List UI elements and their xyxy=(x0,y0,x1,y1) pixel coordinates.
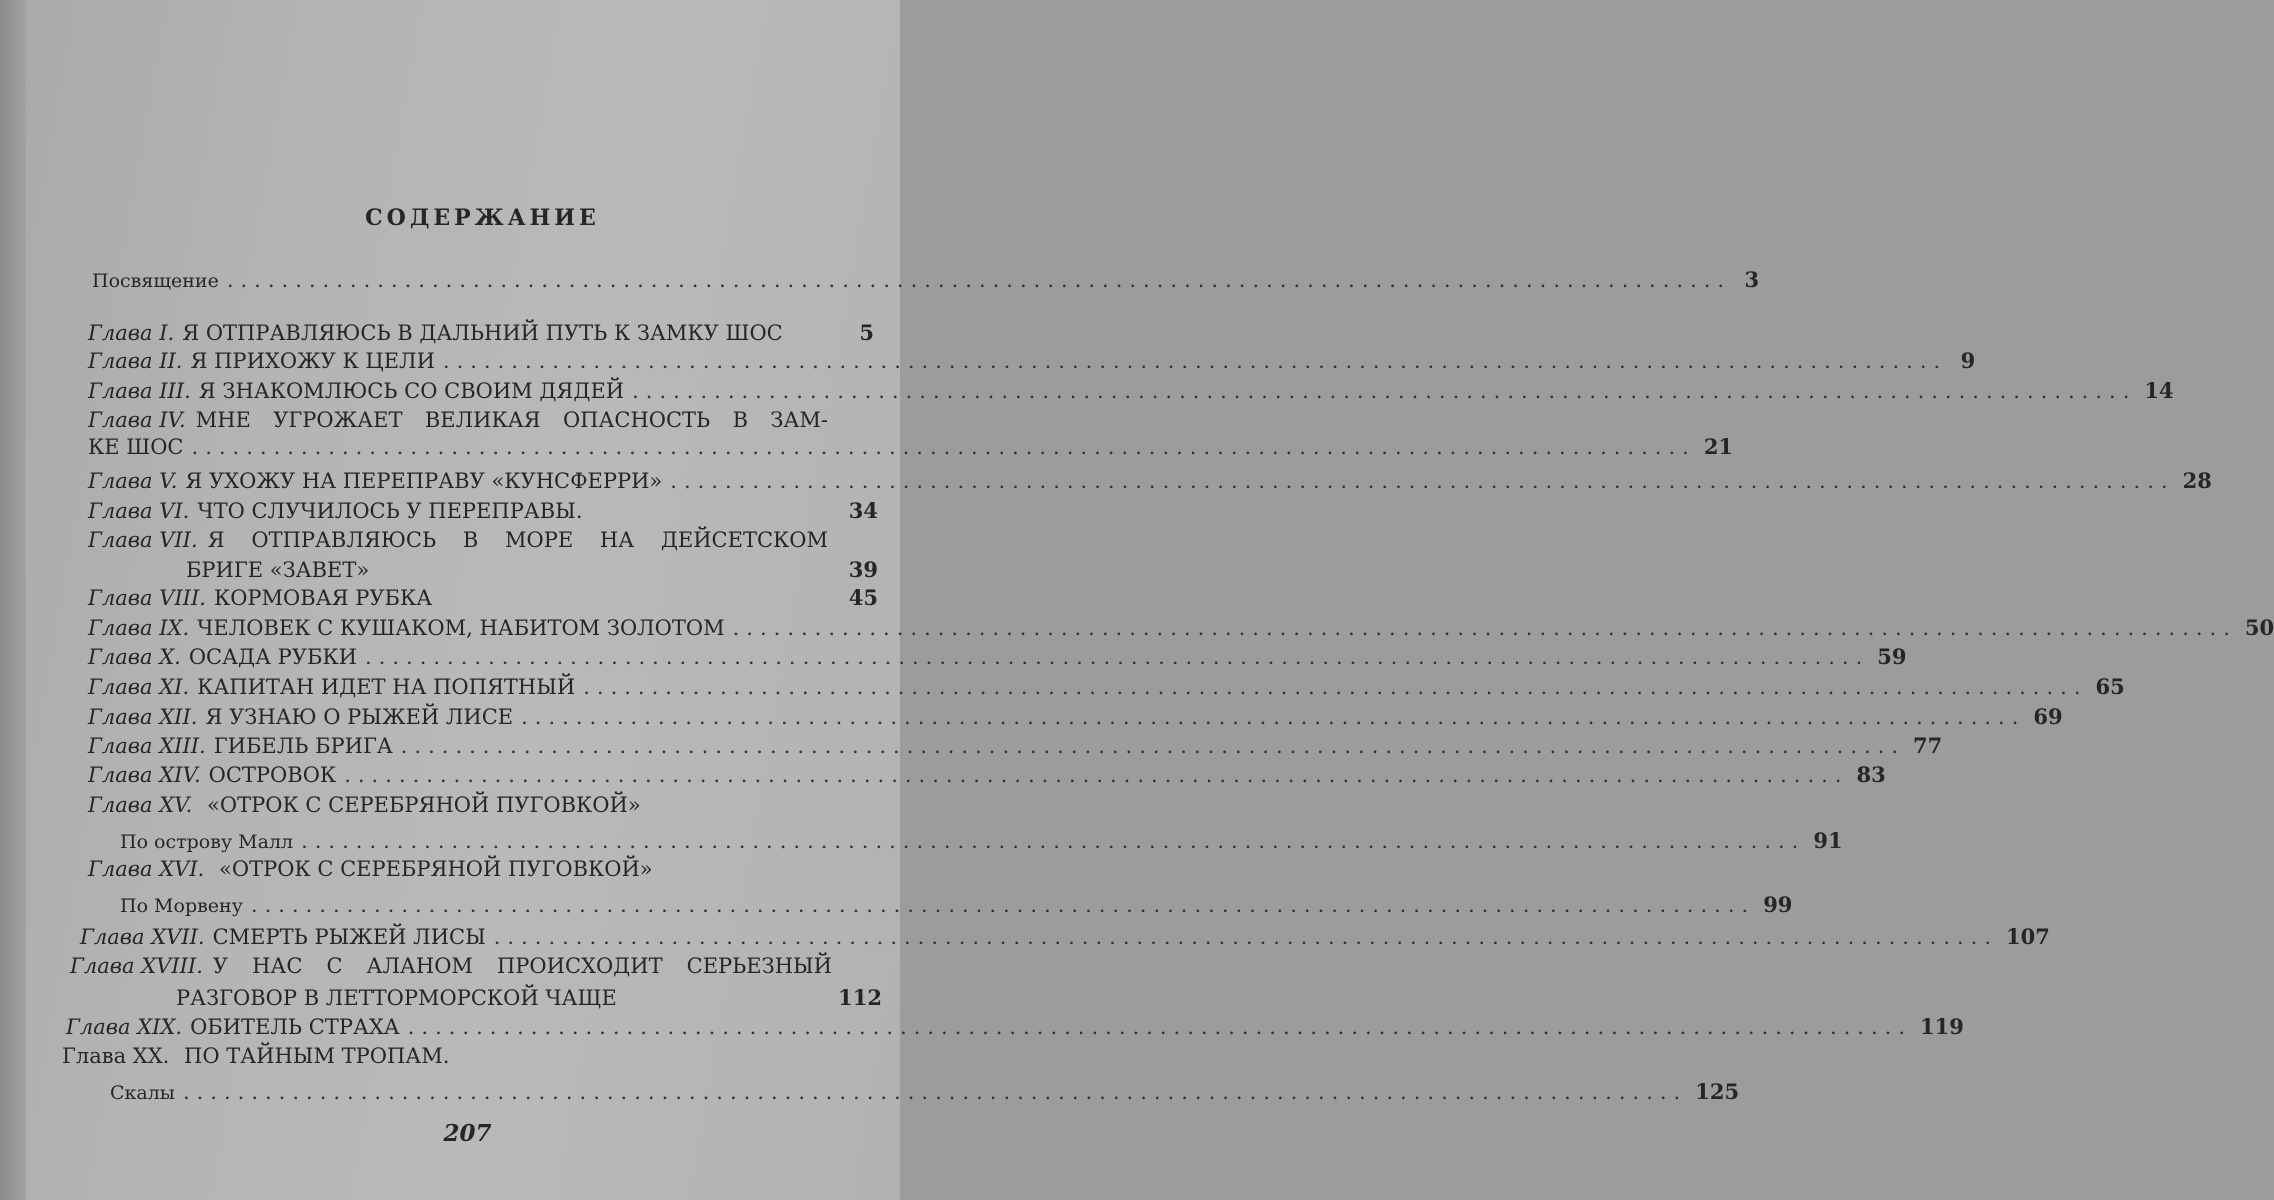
chapter-label: Глава XVIII. xyxy=(70,954,203,978)
leader-dots: .............................................................................................................. xyxy=(182,1080,1688,1104)
toc-entry-chapter-7-line1 xyxy=(88,525,828,555)
chapter-label: Глава II. xyxy=(88,349,183,373)
toc-entry-chapter-19 xyxy=(66,1012,1964,1042)
toc-entry-chapter-1 xyxy=(88,318,874,348)
toc-entry-chapter-14 xyxy=(88,760,1886,790)
toc-entry-chapter-16-line1 xyxy=(88,854,828,884)
toc-entry-dedication xyxy=(92,265,1760,295)
toc-entry-text: Посвящение xyxy=(92,270,219,292)
toc-page-number: 83 xyxy=(1856,762,1886,787)
chapter-title: Я УЗНАЮ О РЫЖЕЙ ЛИСЕ xyxy=(205,705,514,729)
chapter-title: КАПИТАН ИДЕТ НА ПОПЯТНЫЙ xyxy=(197,675,576,699)
toc-entry-chapter-5 xyxy=(88,466,2212,496)
leader-dots: .............................................................................................................. xyxy=(400,734,1906,758)
chapter-title: Я УХОЖУ НА ПЕРЕПРАВУ «КУНСФЕРРИ» xyxy=(185,469,663,493)
toc-page-number: 99 xyxy=(1763,892,1793,917)
toc-entry-chapter-8 xyxy=(88,583,878,613)
toc-entry-chapter-3 xyxy=(88,376,2174,406)
chapter-title: ЧТО СЛУЧИЛОСЬ У ПЕРЕПРАВЫ. xyxy=(197,499,583,523)
toc-page-number: 9 xyxy=(1960,348,1976,373)
chapter-title: ЧЕЛОВЕК С КУШАКОМ, НАБИТОМ ЗОЛОТОМ xyxy=(197,616,725,640)
chapter-label: Глава VI. xyxy=(88,499,190,523)
leader-dots: .............................................................................................................. xyxy=(407,1015,1913,1039)
leader-dots: .............................................................................................................. xyxy=(442,349,1948,373)
chapter-label: Глава IV. xyxy=(88,408,186,432)
toc-page-number: 50 xyxy=(2244,615,2274,640)
leader-dots: .............................................................................................................. xyxy=(365,645,1870,669)
toc-page-number: 34 xyxy=(848,498,878,523)
toc-page-number: 45 xyxy=(848,585,878,610)
chapter-label: Глава XIV. xyxy=(88,763,201,787)
toc-page-number: 119 xyxy=(1920,1014,1964,1039)
chapter-title: ОСТРОВОК xyxy=(208,763,337,787)
toc-entry-chapter-9 xyxy=(88,613,2274,643)
toc-entry-chapter-15-line1 xyxy=(88,790,828,820)
chapter-title: Я ЗНАКОМЛЮСЬ СО СВОИМ ДЯДЕЙ xyxy=(198,379,625,403)
toc-page-number: 112 xyxy=(838,985,882,1010)
chapter-label: Глава XI. xyxy=(88,675,190,699)
leader-dots: .............................................................................................................. xyxy=(732,616,2237,640)
chapter-title: КОРМОВАЯ РУБКА xyxy=(213,586,433,610)
toc-page-number: 28 xyxy=(2182,468,2212,493)
chapter-title-continued: БРИГЕ «ЗАВЕТ» xyxy=(186,558,370,582)
page-binding-edge xyxy=(0,0,26,1200)
leader-dots: .............................................................................................................. xyxy=(191,435,1696,459)
toc-page-number: 3 xyxy=(1744,267,1760,292)
chapter-title: СМЕРТЬ РЫЖЕЙ ЛИСЫ xyxy=(212,925,486,949)
page-number: 207 xyxy=(443,1120,492,1147)
leader-dots: .............................................................................................................. xyxy=(493,925,1999,949)
contents-title: СОДЕРЖАНИЕ xyxy=(365,205,600,231)
toc-page-number: 69 xyxy=(2033,704,2063,729)
chapter-title: ОСАДА РУБКИ xyxy=(188,645,357,669)
chapter-title: «ОТРОК С СЕРЕБРЯНОЙ ПУГОВКОЙ» xyxy=(219,857,653,881)
toc-page-number: 107 xyxy=(2006,924,2050,949)
toc-entry-chapter-20-line1 xyxy=(62,1041,822,1071)
chapter-label: Глава XIII. xyxy=(88,734,206,758)
toc-entry-chapter-20-line2 xyxy=(110,1077,1740,1107)
chapter-title: МНЕ УГРОЖАЕТ ВЕЛИКАЯ ОПАСНОСТЬ В ЗАМ- xyxy=(195,408,828,432)
toc-page-number: 125 xyxy=(1695,1079,1740,1104)
chapter-subtitle: По острову Малл xyxy=(120,831,294,853)
toc-page-number: 91 xyxy=(1813,828,1843,853)
chapter-title: ГИБЕЛЬ БРИГА xyxy=(213,734,393,758)
chapter-label: Глава I. xyxy=(88,321,175,345)
leader-dots: .............................................................................................................. xyxy=(632,379,2137,403)
chapter-subtitle: Скалы xyxy=(110,1082,175,1104)
leader-dots: .............................................................................................................. xyxy=(344,763,1849,787)
toc-entry-chapter-16-line2 xyxy=(120,890,1793,920)
chapter-label: Глава X. xyxy=(88,645,181,669)
chapter-title: ПО ТАЙНЫМ ТРОПАМ. xyxy=(184,1044,450,1068)
leader-dots: .............................................................................................................. xyxy=(226,268,1732,292)
chapter-title: Я ПРИХОЖУ К ЦЕЛИ xyxy=(190,349,435,373)
chapter-title-continued: РАЗГОВОР В ЛЕТТОРМОРСКОЙ ЧАЩЕ xyxy=(176,986,617,1010)
toc-page-number: 21 xyxy=(1703,434,1734,459)
toc-entry-chapter-11 xyxy=(88,672,2125,702)
leader-dots: .............................................................................................................. xyxy=(301,829,1806,853)
chapter-label: Глава IX. xyxy=(88,616,190,640)
toc-entry-chapter-2 xyxy=(88,346,1976,376)
toc-entry-chapter-7-line2 xyxy=(186,555,878,585)
leader-dots: .............................................................................................................. xyxy=(670,469,2175,493)
toc-entry-chapter-4-line2 xyxy=(88,432,1734,462)
toc-entry-chapter-15-line2 xyxy=(120,826,1843,856)
toc-entry-chapter-10 xyxy=(88,642,1907,672)
chapter-label: Глава XVII. xyxy=(80,925,205,949)
chapter-label: Глава XVI. xyxy=(88,857,205,881)
toc-page-number: 14 xyxy=(2144,378,2174,403)
chapter-title: «ОТРОК С СЕРЕБРЯНОЙ ПУГОВКОЙ» xyxy=(207,793,641,817)
chapter-label: Глава XV. xyxy=(88,793,193,817)
chapter-title: ОБИТЕЛЬ СТРАХА xyxy=(190,1015,400,1039)
chapter-label: Глава VIII. xyxy=(88,586,206,610)
toc-entry-chapter-17 xyxy=(80,922,2050,952)
chapter-label: Глава XII. xyxy=(88,705,198,729)
toc-entry-chapter-4-line1 xyxy=(88,405,828,435)
toc-page-number: 39 xyxy=(848,557,878,582)
toc-page-number: 59 xyxy=(1877,644,1907,669)
toc-entry-chapter-18-line1 xyxy=(70,951,832,981)
toc-entry-chapter-13 xyxy=(88,731,1943,761)
toc-page-number: 65 xyxy=(2095,674,2125,699)
chapter-subtitle: По Морвену xyxy=(120,895,243,917)
toc-entry-chapter-12 xyxy=(88,702,2063,732)
chapter-label: Глава III. xyxy=(88,379,191,403)
chapter-label: Глава XIX. xyxy=(66,1015,183,1039)
toc-page-number: 5 xyxy=(859,320,874,345)
chapter-title: У НАС С АЛАНОМ ПРОИСХОДИТ СЕРЬЕЗНЫЙ xyxy=(212,954,832,978)
leader-dots: .............................................................................................................. xyxy=(583,675,2088,699)
toc-page-number: 77 xyxy=(1913,733,1943,758)
chapter-title: Я ОТПРАВЛЯЮСЬ В МОРЕ НА ДЕЙСЕТСКОМ xyxy=(207,528,828,552)
chapter-label: Глава XX. xyxy=(62,1044,170,1068)
chapter-label: Глава V. xyxy=(88,469,178,493)
chapter-title: Я ОТПРАВЛЯЮСЬ В ДАЛЬНИЙ ПУТЬ К ЗАМКУ ШОС xyxy=(182,321,783,345)
toc-entry-chapter-18-line2 xyxy=(176,983,882,1013)
toc-entry-chapter-6 xyxy=(88,496,878,526)
chapter-title-continued: КЕ ШОС xyxy=(88,435,184,459)
leader-dots: .............................................................................................................. xyxy=(250,893,1756,917)
chapter-label: Глава VII. xyxy=(88,528,198,552)
leader-dots: .............................................................................................................. xyxy=(521,705,2026,729)
